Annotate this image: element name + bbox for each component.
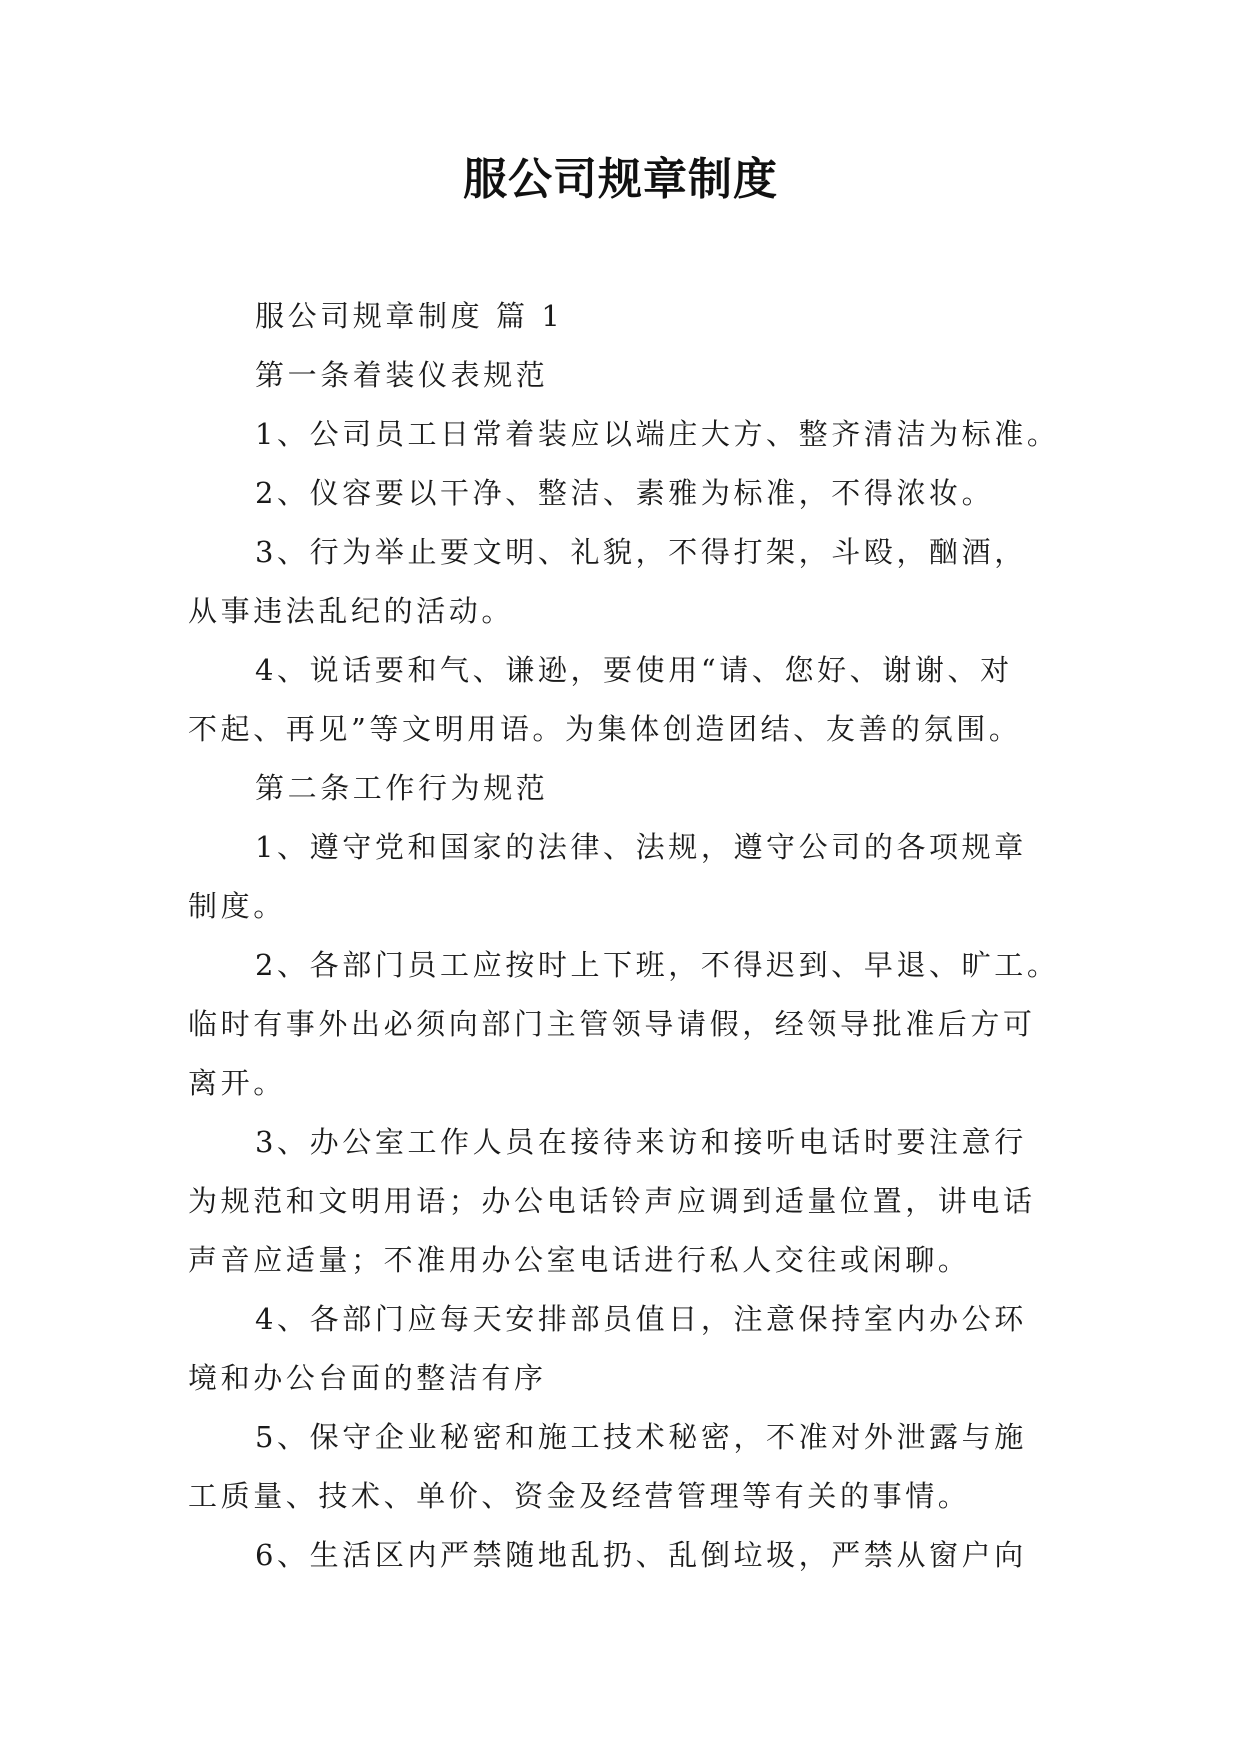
paragraph-line: 离开。 xyxy=(188,1066,286,1100)
paragraph xyxy=(188,405,1068,464)
paragraph-line: 从事违法乱纪的活动。 xyxy=(188,594,515,628)
paragraph-line: 3、办公室工作人员在接待来访和接听电话时要注意行 xyxy=(255,1125,1027,1159)
document-title: 服公司规章制度 xyxy=(463,154,778,205)
paragraph-line: 1、遵守党和国家的法律、法规，遵守公司的各项规章 xyxy=(255,830,1027,864)
paragraph-line: 工质量、技术、单价、资金及经营管理等有关的事情。 xyxy=(188,1479,971,1513)
paragraph-line: 2、各部门员工应按时上下班，不得迟到、早退、旷工。 xyxy=(255,948,1060,982)
paragraph-line: 制度。 xyxy=(188,889,286,923)
paragraph-line: 4、说话要和气、谦逊，要使用“请、您好、谢谢、对 xyxy=(255,653,1013,687)
article-heading-1 xyxy=(188,346,1068,405)
paragraph xyxy=(188,1408,1068,1526)
paragraph xyxy=(188,1526,1068,1585)
paragraph-line: 1、公司员工日常着装应以端庄大方、整齐清洁为标准。 xyxy=(255,417,1060,451)
paragraph xyxy=(188,641,1068,759)
paragraph xyxy=(188,523,1068,641)
paragraph-line: 声音应适量；不准用办公室电话进行私人交往或闲聊。 xyxy=(188,1243,971,1277)
section-heading-part-1 xyxy=(188,287,1068,346)
paragraph-line: 临时有事外出必须向部门主管领导请假，经领导批准后方可 xyxy=(188,1007,1036,1041)
paragraph-line: 服公司规章制度 篇 1 xyxy=(255,299,564,333)
paragraph-line: 第二条工作行为规范 xyxy=(255,771,549,805)
paragraph xyxy=(188,464,1068,523)
paragraph-line: 3、行为举止要文明、礼貌，不得打架，斗殴，酗酒， xyxy=(255,535,1027,569)
paragraph-line: 4、各部门应每天安排部员值日，注意保持室内办公环 xyxy=(255,1302,1027,1336)
document-body xyxy=(188,287,1068,1585)
paragraph-line: 5、保守企业秘密和施工技术秘密，不准对外泄露与施 xyxy=(255,1420,1027,1454)
paragraph xyxy=(188,818,1068,936)
paragraph xyxy=(188,1290,1068,1408)
paragraph-line: 第一条着装仪表规范 xyxy=(255,358,549,392)
paragraph-line: 不起、再见”等文明用语。为集体创造团结、友善的氛围。 xyxy=(188,712,1022,746)
paragraph xyxy=(188,936,1068,1113)
paragraph-line: 境和办公台面的整洁有序 xyxy=(188,1361,547,1395)
paragraph xyxy=(188,1113,1068,1290)
paragraph-line: 为规范和文明用语；办公电话铃声应调到适量位置，讲电话 xyxy=(188,1184,1036,1218)
paragraph-line: 6、生活区内严禁随地乱扔、乱倒垃圾，严禁从窗户向 xyxy=(255,1538,1027,1572)
paragraph-line: 2、仪容要以干净、整洁、素雅为标准，不得浓妆。 xyxy=(255,476,995,510)
article-heading-2 xyxy=(188,759,1068,818)
